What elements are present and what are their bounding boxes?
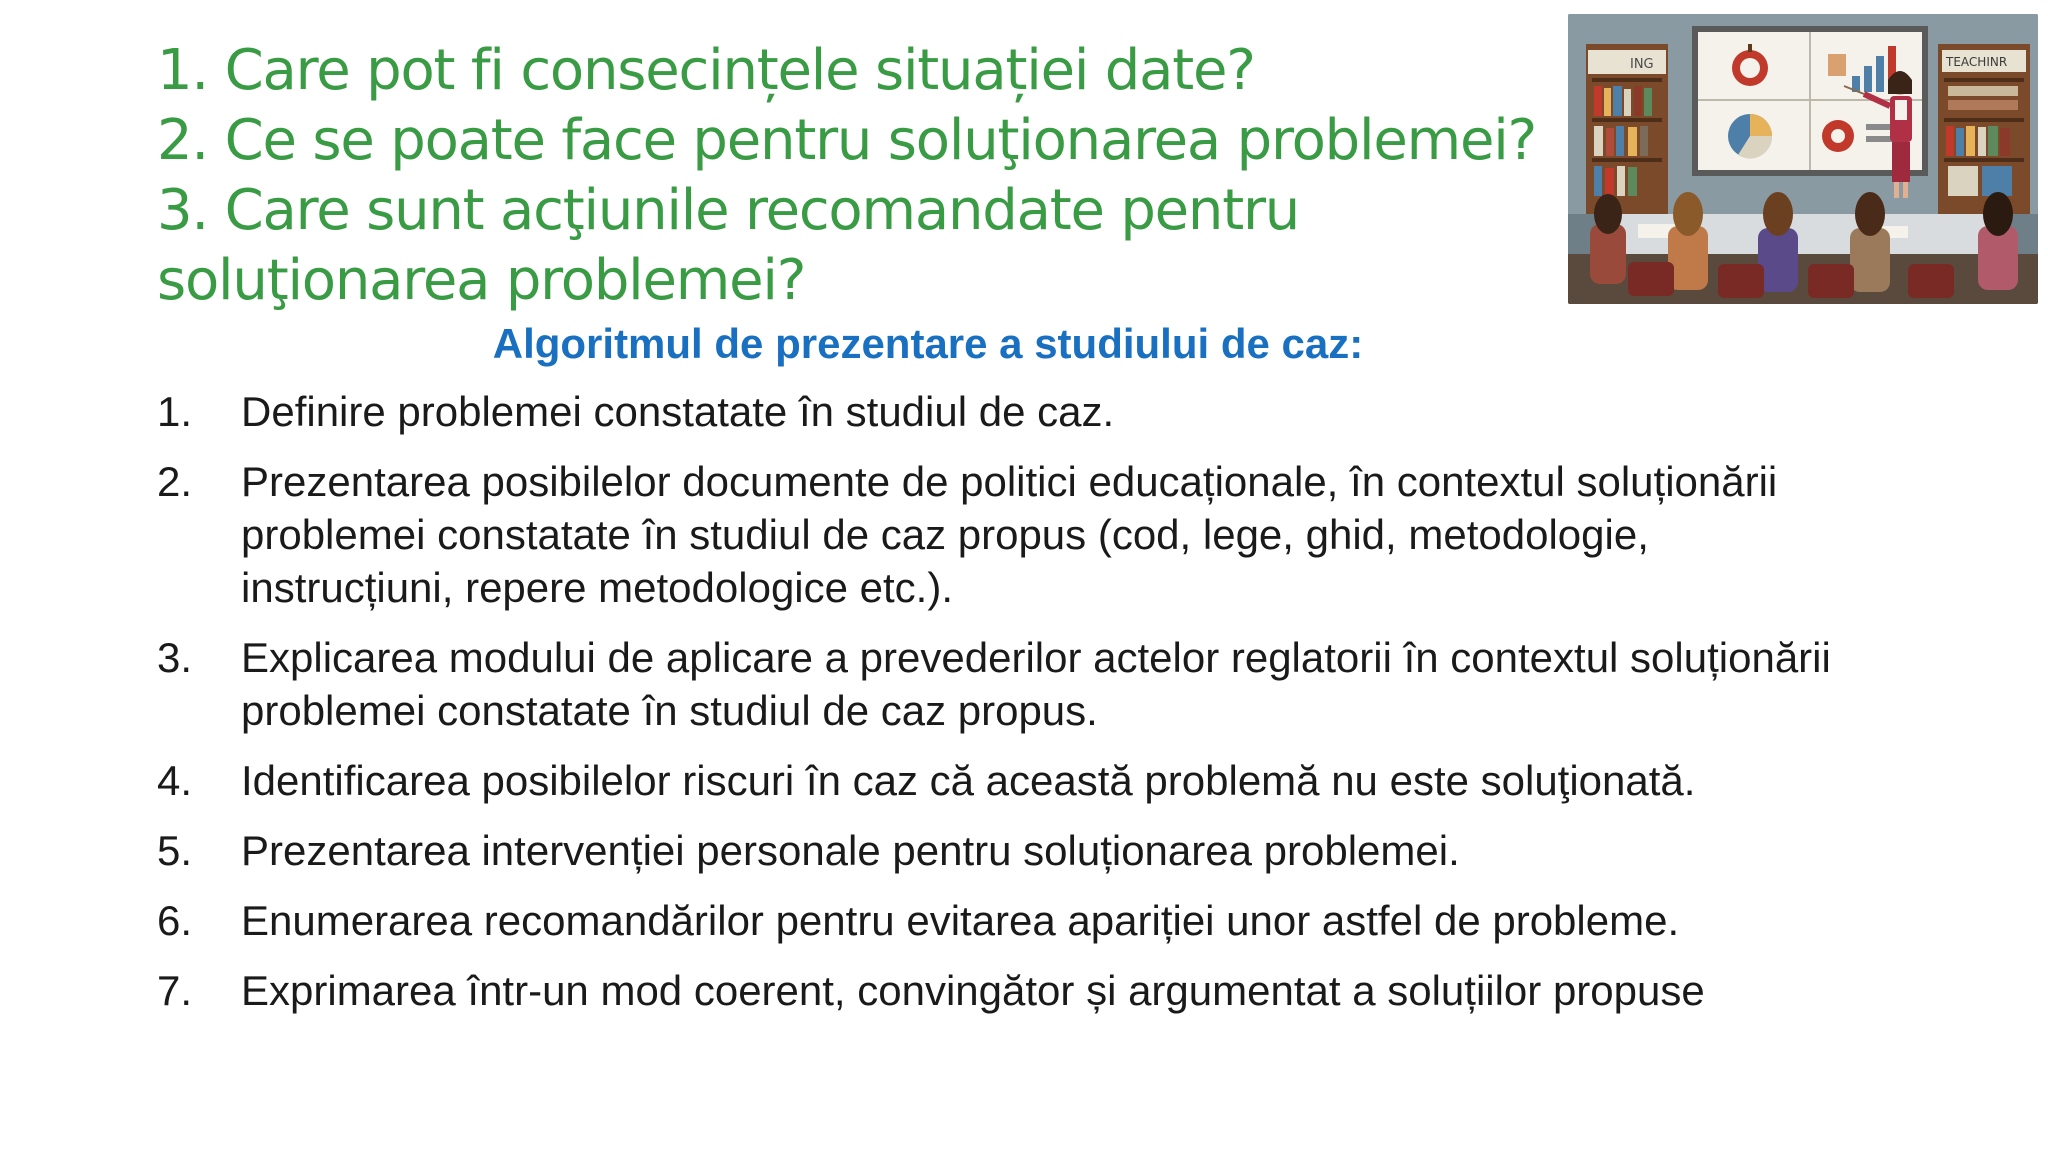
list-item bbox=[157, 455, 1857, 614]
list-item bbox=[157, 964, 1857, 1017]
list-item-number: 3. bbox=[157, 634, 193, 681]
student-1 bbox=[1590, 194, 1626, 284]
list-item-text: Explicarea modului de aplicare a prevederilor actelor reglatorii în contextul soluționării problemei constatate în studiul de caz propus. bbox=[241, 634, 1831, 734]
question-2: 2. Ce se poate face pentru soluţionarea problemei? bbox=[157, 108, 1537, 173]
list-item-number: 6. bbox=[157, 897, 193, 944]
question-3: 3. Care sunt acţiunile recomandate pentru soluţionarea problemei? bbox=[157, 178, 1300, 313]
list-item bbox=[157, 894, 1857, 947]
list-item-text: Prezentarea posibilelor documente de politici educaționale, în contextul soluționării problemei constatate în studiul de caz propus (cod, lege, ghid, metodologie, instrucțiuni, repere metodologice etc.). bbox=[241, 458, 1778, 611]
right-sign-text: TEACHINR bbox=[1946, 55, 2008, 69]
list-item-number: 5. bbox=[157, 827, 193, 874]
left-sign-text: ING bbox=[1630, 57, 1654, 72]
list-item-number: 7. bbox=[157, 967, 193, 1014]
list-item-text: Enumerarea recomandărilor pentru evitarea apariției unor astfel de probleme. bbox=[241, 897, 1680, 944]
list-item bbox=[157, 631, 1857, 737]
list-item-number: 4. bbox=[157, 757, 193, 804]
question-1: 1. Care pot fi consecințele situației date? bbox=[157, 38, 1255, 103]
list-item bbox=[157, 754, 1857, 807]
questions-list bbox=[157, 36, 1577, 316]
algorithm-steps-list bbox=[157, 385, 1857, 1034]
list-item-text: Definire problemei constatate în studiul de caz. bbox=[241, 388, 1115, 435]
list-item bbox=[157, 385, 1857, 438]
list-item-number: 1. bbox=[157, 388, 193, 435]
list-item-number: 2. bbox=[157, 458, 193, 505]
list-item bbox=[157, 824, 1857, 877]
classroom-illustration-image bbox=[1568, 14, 2038, 304]
section-subtitle: Algoritmul de prezentare a studiului de caz: bbox=[492, 320, 1364, 367]
list-item-text: Prezentarea intervenției personale pentru soluționarea problemei. bbox=[241, 827, 1460, 874]
classroom-illustration bbox=[1568, 14, 2038, 304]
list-item-text: Exprimarea într-un mod coerent, convingător și argumentat a soluțiilor propuse bbox=[241, 967, 1705, 1014]
list-item-text: Identificarea posibilelor riscuri în caz că această problemă nu este soluţionată. bbox=[241, 757, 1696, 804]
